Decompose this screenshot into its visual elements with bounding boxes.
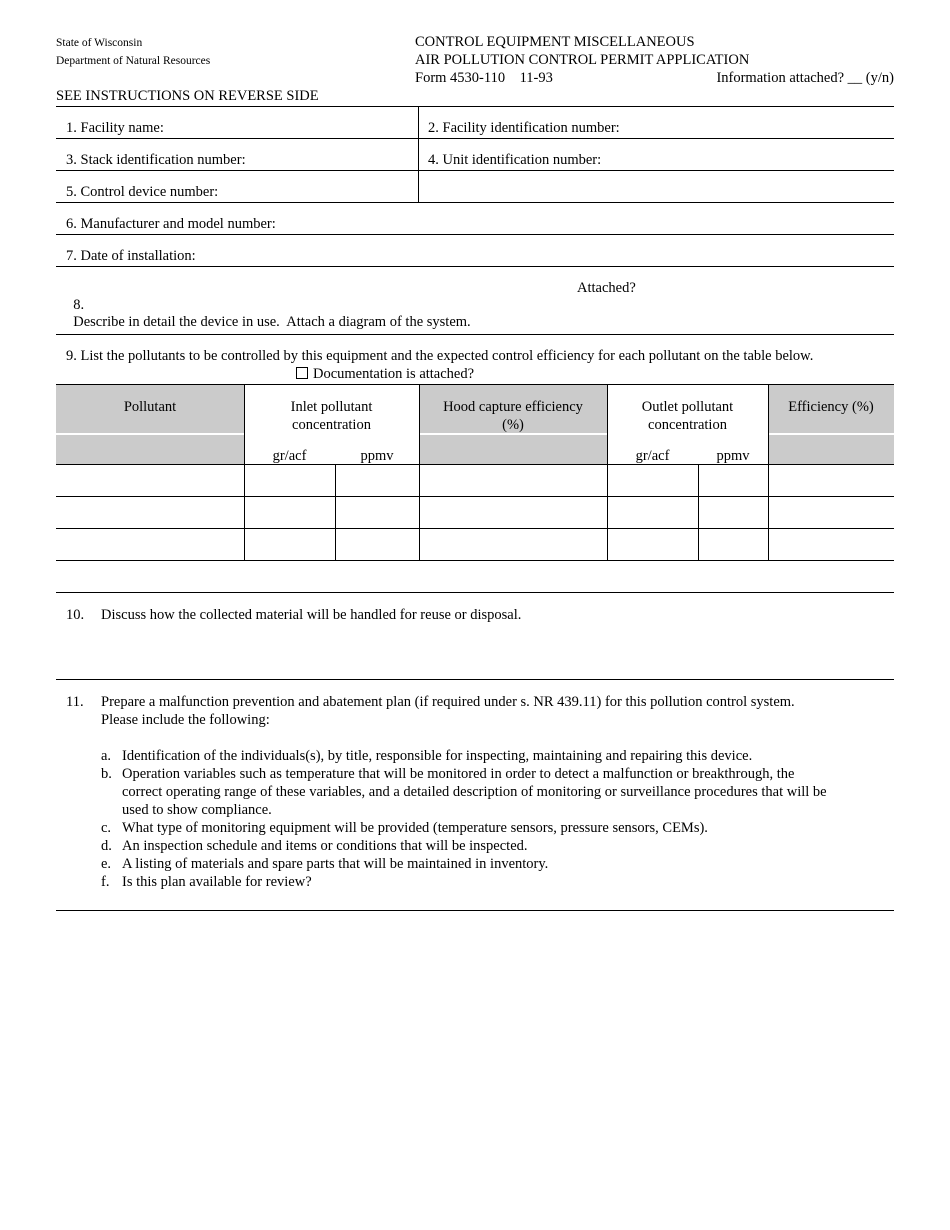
column-header-inlet-line2: concentration (292, 417, 371, 433)
field-device-description[interactable] (66, 280, 471, 331)
state-name: State of Wisconsin (56, 37, 143, 49)
list-item-letter: e. (101, 856, 112, 872)
header-shade-gap (768, 433, 894, 435)
section-11-text: Prepare a malfunction prevention and abatement plan (if required under s. NR 439.11) for this pollution control system. (101, 694, 795, 710)
field-label: Manufacturer and model number: (80, 216, 276, 232)
column-header-inlet (244, 398, 419, 434)
form-title-line1: CONTROL EQUIPMENT MISCELLANEOUS (415, 34, 695, 50)
field-label: Control device number: (80, 184, 219, 200)
field-control-device-number[interactable] (66, 184, 218, 201)
table-row[interactable] (56, 497, 894, 528)
field-label: Date of installation: (80, 248, 196, 264)
section-9-text (66, 348, 813, 365)
section-rule (56, 334, 894, 335)
bottom-rule (56, 910, 894, 911)
table-row[interactable] (56, 465, 894, 496)
column-header-outlet-line1: Outlet pollutant (641, 399, 734, 415)
column-header-hood-line1: Hood capture efficiency (443, 399, 583, 415)
field-stack-id[interactable] (66, 152, 246, 169)
column-header-hood (419, 398, 607, 434)
column-header-pollutant: Pollutant (123, 399, 177, 415)
section-11-number: 11. (66, 694, 84, 710)
list-item: Identification of the individuals(s), by title, responsible for inspecting, maintaining and repairing this device. (122, 748, 753, 764)
table-row[interactable] (56, 529, 894, 560)
header-shade-pollutant (56, 384, 244, 464)
section-10-number: 10. (66, 607, 85, 623)
field-number: 7. (66, 248, 77, 264)
row-rule (56, 170, 894, 171)
attached-question[interactable]: Attached? (577, 280, 636, 296)
column-header-hood-line2: (%) (502, 417, 524, 433)
field-number: 4. (428, 152, 439, 168)
form-title-line2: AIR POLLUTION CONTROL PERMIT APPLICATION (415, 52, 750, 68)
field-facility-name[interactable] (66, 120, 164, 137)
table-rule (56, 560, 894, 561)
section-rule (56, 592, 894, 593)
field-divider (418, 106, 419, 202)
outlet-unit-ppmv: ppmv (716, 448, 750, 464)
row-rule (56, 138, 894, 139)
department-name: Department of Natural Resources (56, 55, 211, 67)
field-label: Facility identification number: (442, 120, 620, 136)
section-11-subtext: Please include the following: (101, 712, 270, 728)
inlet-unit-ppmv: ppmv (360, 448, 394, 464)
column-header-outlet-line2: concentration (648, 417, 727, 433)
row-rule (56, 266, 894, 267)
field-label: Describe in detail the device in use. Attach a diagram of the system. (73, 314, 471, 330)
list-item-letter: a. (101, 748, 112, 764)
list-item: used to show compliance. (122, 802, 272, 818)
information-attached[interactable]: Information attached? __ (y/n) (716, 70, 894, 86)
list-item: An inspection schedule and items or conditions that will be inspected. (122, 838, 528, 854)
outlet-unit-gracf: gr/acf (635, 448, 670, 464)
checkbox-icon[interactable] (296, 367, 308, 379)
column-header-efficiency: Efficiency (%) (788, 399, 874, 415)
list-item-letter: c. (101, 820, 112, 836)
row-rule (56, 234, 894, 235)
field-number: 2. (428, 120, 439, 136)
section-rule (56, 679, 894, 680)
field-label: Facility name: (80, 120, 164, 136)
field-number: 6. (66, 216, 77, 232)
section-9-instruction: List the pollutants to be controlled by this equipment and the expected control efficiency for each pollutant on the table below. (80, 348, 814, 364)
header-shade-gap (56, 433, 244, 435)
list-item-letter: d. (101, 838, 112, 854)
row-rule (56, 202, 894, 203)
list-item-letter: f. (101, 874, 110, 890)
column-header-inlet-line1: Inlet pollutant (290, 399, 373, 415)
column-header-outlet (607, 398, 768, 434)
list-item: Operation variables such as temperature that will be monitored in order to detect a malfunction or breakthrough, the (122, 766, 795, 782)
field-number: 1. (66, 120, 77, 136)
field-facility-id[interactable] (428, 120, 620, 137)
inlet-unit-gracf: gr/acf (272, 448, 307, 464)
header-shade-efficiency (768, 384, 894, 464)
section-10-text[interactable]: Discuss how the collected material will be handled for reuse or disposal. (101, 607, 522, 623)
field-label: Stack identification number: (80, 152, 246, 168)
field-manufacturer-model[interactable] (66, 216, 276, 233)
field-number: 5. (66, 184, 77, 200)
field-unit-id[interactable] (428, 152, 601, 169)
form-number: Form 4530-110 11-93 (415, 70, 553, 86)
section-number: 9. (66, 348, 77, 364)
list-item: A listing of materials and spare parts that will be maintained in inventory. (122, 856, 549, 872)
field-number: 8. (73, 297, 85, 313)
list-item: Is this plan available for review? (122, 874, 312, 890)
list-item-letter: b. (101, 766, 112, 782)
list-item: What type of monitoring equipment will be provided (temperature sensors, pressure sensors, CEMs). (122, 820, 708, 836)
field-number: 3. (66, 152, 77, 168)
field-label: Unit identification number: (442, 152, 602, 168)
documentation-label: Documentation is attached? (313, 366, 475, 382)
header-rule (56, 106, 894, 107)
field-date-installation[interactable] (66, 248, 196, 265)
documentation-attached[interactable] (296, 366, 474, 383)
list-item: correct operating range of these variables, and a detailed description of monitoring or surveillance procedures that will be (122, 784, 827, 800)
instructions-note: SEE INSTRUCTIONS ON REVERSE SIDE (56, 88, 319, 104)
